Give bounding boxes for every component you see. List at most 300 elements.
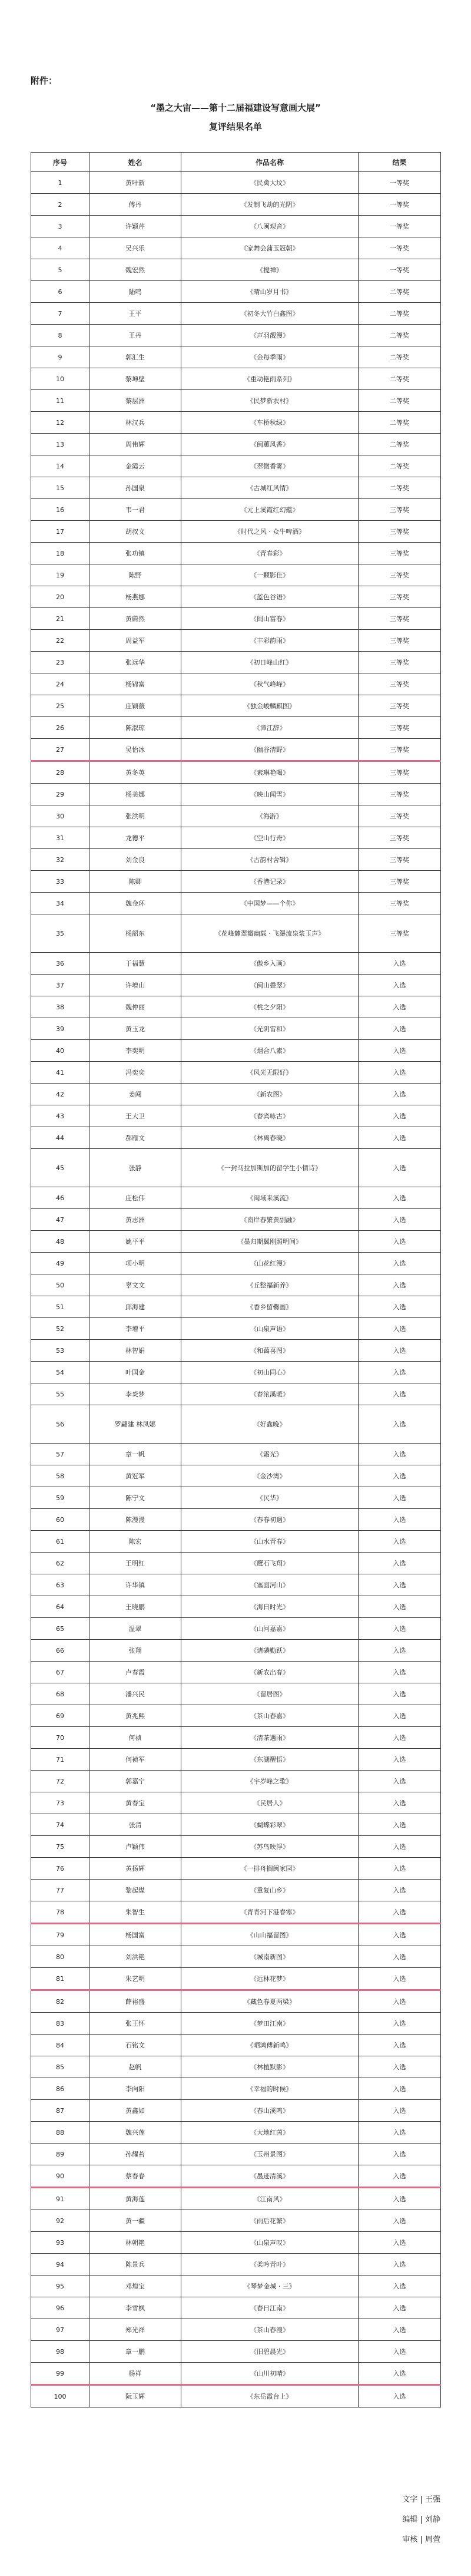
cell-work: 《重动艳雨系列》 xyxy=(181,368,359,390)
cell-name: 项小明 xyxy=(89,1253,181,1274)
cell-work: 《幸福的时候》 xyxy=(181,2078,359,2100)
cell-no: 25 xyxy=(31,695,89,717)
table-row xyxy=(31,1149,441,1187)
cell-result: 三等奖 xyxy=(359,499,441,521)
cell-no: 65 xyxy=(31,1618,89,1640)
table-row xyxy=(31,216,441,237)
cell-result: 三等奖 xyxy=(359,805,441,827)
attachment-label: 附件： xyxy=(31,75,58,86)
cell-result: 入选 xyxy=(359,1553,441,1574)
cell-result: 入选 xyxy=(359,1705,441,1727)
cell-no: 46 xyxy=(31,1187,89,1209)
cell-no: 56 xyxy=(31,1405,89,1444)
cell-work: 《声羽靓漫》 xyxy=(181,325,359,346)
cell-result: 三等奖 xyxy=(359,871,441,893)
cell-name: 石铭文 xyxy=(89,2035,181,2056)
cell-name: 李雪枫 xyxy=(89,2297,181,2319)
cell-work: 《重复山乡》 xyxy=(181,1880,359,1901)
cell-result: 入选 xyxy=(359,1662,441,1683)
cell-result: 入选 xyxy=(359,1596,441,1618)
cell-name: 冯奕奕 xyxy=(89,1062,181,1084)
cell-work: 《一颗影佳》 xyxy=(181,564,359,586)
table-row xyxy=(31,1340,441,1362)
table-row xyxy=(31,1858,441,1880)
cell-work: 《鹰石飞翔》 xyxy=(181,1553,359,1574)
credit-text: 文字 | 王强 xyxy=(402,2495,440,2504)
table-row xyxy=(31,784,441,805)
cell-work: 《搅禅》 xyxy=(181,259,359,281)
cell-no: 69 xyxy=(31,1705,89,1727)
table-row xyxy=(31,1253,441,1274)
cell-no: 8 xyxy=(31,325,89,346)
cell-no: 54 xyxy=(31,1362,89,1383)
cell-work: 《宇岁峰之歌》 xyxy=(181,1771,359,1792)
results-table xyxy=(31,152,441,2407)
cell-work: 《初冬大竹白鑫图》 xyxy=(181,303,359,325)
table-row xyxy=(31,1531,441,1553)
table-row xyxy=(31,1901,441,1924)
cell-result: 入选 xyxy=(359,1640,441,1662)
table-header-row xyxy=(31,153,441,172)
cell-result: 入选 xyxy=(359,1858,441,1880)
table-body xyxy=(31,172,441,2407)
cell-work: 《雨后花繁》 xyxy=(181,2210,359,2232)
table-row xyxy=(31,1574,441,1596)
cell-no: 57 xyxy=(31,1444,89,1465)
table-row xyxy=(31,2056,441,2078)
table-row xyxy=(31,1127,441,1149)
cell-work: 《初山同心》 xyxy=(181,1362,359,1383)
cell-result: 二等奖 xyxy=(359,303,441,325)
cell-work: 《藏色春夏两梁》 xyxy=(181,1990,359,2013)
cell-name: 陈漫漫 xyxy=(89,1509,181,1531)
cell-result: 入选 xyxy=(359,2013,441,2035)
cell-name: 姜闯 xyxy=(89,1084,181,1105)
cell-work: 《东岳霞台上》 xyxy=(181,2385,359,2407)
cell-result: 入选 xyxy=(359,1084,441,1105)
credit-review: 审核 | 周萱 xyxy=(402,2535,440,2544)
cell-name: 龙德平 xyxy=(89,827,181,849)
cell-no: 62 xyxy=(31,1553,89,1574)
cell-no: 33 xyxy=(31,871,89,893)
cell-result: 入选 xyxy=(359,2035,441,2056)
cell-work: 《桃之夕阳》 xyxy=(181,996,359,1018)
cell-work: 《春日江南》 xyxy=(181,2297,359,2319)
cell-work: 《元上溪霞红幻蕴》 xyxy=(181,499,359,521)
cell-work: 《春浓溪暖》 xyxy=(181,1383,359,1405)
cell-work: 《时代之风 · 众牛啤酒》 xyxy=(181,521,359,543)
cell-name: 姚平平 xyxy=(89,1231,181,1253)
cell-work: 《车桥秋绿》 xyxy=(181,412,359,434)
cell-work: 《烟合八素》 xyxy=(181,1040,359,1062)
table-row xyxy=(31,2319,441,2341)
cell-name: 卢颖伟 xyxy=(89,1836,181,1858)
cell-result: 入选 xyxy=(359,2297,441,2319)
cell-work: 《漳江辞》 xyxy=(181,717,359,739)
cell-result: 入选 xyxy=(359,1880,441,1901)
cell-no: 61 xyxy=(31,1531,89,1553)
table-row xyxy=(31,194,441,216)
cell-result: 入选 xyxy=(359,1127,441,1149)
cell-work: 《春宾咏古》 xyxy=(181,1105,359,1127)
cell-result: 三等奖 xyxy=(359,564,441,586)
cell-result: 入选 xyxy=(359,1209,441,1231)
cell-name: 杨祥 xyxy=(89,2363,181,2385)
table-row xyxy=(31,1990,441,2013)
table-row xyxy=(31,237,441,259)
cell-no: 55 xyxy=(31,1383,89,1405)
cell-no: 97 xyxy=(31,2319,89,2341)
cell-work: 《民华》 xyxy=(181,1487,359,1509)
cell-name: 林智娟 xyxy=(89,1340,181,1362)
cell-no: 39 xyxy=(31,1018,89,1040)
cell-result: 入选 xyxy=(359,2276,441,2297)
cell-work: 《春山溪鸣》 xyxy=(181,2100,359,2122)
cell-no: 1 xyxy=(31,172,89,194)
table-row xyxy=(31,1814,441,1836)
cell-no: 66 xyxy=(31,1640,89,1662)
cell-name: 阮玉辉 xyxy=(89,2385,181,2407)
cell-work: 《墨归期翼刚照明间》 xyxy=(181,1231,359,1253)
cell-work: 《新农出春》 xyxy=(181,1662,359,1683)
cell-result: 入选 xyxy=(359,2341,441,2363)
table-row xyxy=(31,1792,441,1814)
cell-work: 《梦田江南》 xyxy=(181,2013,359,2035)
table-row xyxy=(31,1880,441,1901)
cell-work: 《山花红漫》 xyxy=(181,1253,359,1274)
cell-name: 杨韶东 xyxy=(89,914,181,953)
cell-work: 《家舞会蒲玉冠朝》 xyxy=(181,237,359,259)
table-row xyxy=(31,953,441,975)
cell-work: 《茶山春嘉》 xyxy=(181,1705,359,1727)
cell-result: 二等奖 xyxy=(359,325,441,346)
cell-no: 13 xyxy=(31,434,89,455)
table-row xyxy=(31,1318,441,1340)
cell-result: 入选 xyxy=(359,2078,441,2100)
cell-name: 庄颖薇 xyxy=(89,695,181,717)
cell-work: 《民梦新农村》 xyxy=(181,390,359,412)
table-row xyxy=(31,1362,441,1383)
table-row xyxy=(31,543,441,564)
cell-result: 入选 xyxy=(359,1574,441,1596)
table-row xyxy=(31,739,441,761)
table-row xyxy=(31,2188,441,2210)
cell-no: 83 xyxy=(31,2013,89,2035)
cell-result: 入选 xyxy=(359,1487,441,1509)
cell-result: 入选 xyxy=(359,1274,441,1296)
cell-no: 98 xyxy=(31,2341,89,2363)
cell-result: 入选 xyxy=(359,975,441,996)
cell-name: 张功镇 xyxy=(89,543,181,564)
cell-result: 入选 xyxy=(359,1318,441,1340)
cell-result: 入选 xyxy=(359,1968,441,1990)
cell-result: 入选 xyxy=(359,1990,441,2013)
cell-result: 入选 xyxy=(359,1296,441,1318)
cell-name: 杨锦富 xyxy=(89,673,181,695)
cell-work: 《光阴雷和》 xyxy=(181,1018,359,1040)
table-row xyxy=(31,1209,441,1231)
cell-no: 44 xyxy=(31,1127,89,1149)
cell-work: 《城南新图》 xyxy=(181,1946,359,1968)
table-row xyxy=(31,893,441,914)
cell-result: 入选 xyxy=(359,2165,441,2188)
cell-no: 74 xyxy=(31,1814,89,1836)
cell-no: 59 xyxy=(31,1487,89,1509)
table-row xyxy=(31,455,441,477)
cell-name: 章一鹏 xyxy=(89,2341,181,2363)
cell-work: 《中国梦——个你》 xyxy=(181,893,359,914)
cell-work: 《江南风》 xyxy=(181,2188,359,2210)
cell-work: 《苏鸟映浮》 xyxy=(181,1836,359,1858)
cell-name: 金霞云 xyxy=(89,455,181,477)
table-row xyxy=(31,2035,441,2056)
cell-no: 53 xyxy=(31,1340,89,1362)
cell-name: 薛裕盛 xyxy=(89,1990,181,2013)
cell-name: 李增平 xyxy=(89,1318,181,1340)
table-row xyxy=(31,521,441,543)
cell-no: 76 xyxy=(31,1858,89,1880)
cell-no: 30 xyxy=(31,805,89,827)
cell-name: 温翠 xyxy=(89,1618,181,1640)
cell-result: 入选 xyxy=(359,1362,441,1383)
cell-no: 7 xyxy=(31,303,89,325)
cell-name: 陈野 xyxy=(89,564,181,586)
table-row xyxy=(31,2385,441,2407)
cell-no: 22 xyxy=(31,630,89,652)
cell-name: 卢春霞 xyxy=(89,1662,181,1683)
cell-work: 《诸磷勤跃》 xyxy=(181,1640,359,1662)
cell-name: 罗翩建 林凤娜 xyxy=(89,1405,181,1444)
cell-name: 林汉兵 xyxy=(89,412,181,434)
table-row xyxy=(31,1749,441,1771)
cell-work: 《大地红茵》 xyxy=(181,2122,359,2144)
table-row xyxy=(31,1946,441,1968)
cell-work: 《蓝色谷语》 xyxy=(181,586,359,608)
cell-no: 51 xyxy=(31,1296,89,1318)
table-row xyxy=(31,1683,441,1705)
cell-no: 31 xyxy=(31,827,89,849)
cell-name: 叶国金 xyxy=(89,1362,181,1383)
table-row xyxy=(31,564,441,586)
table-row xyxy=(31,2297,441,2319)
table-row xyxy=(31,1487,441,1509)
cell-name: 黄扬辉 xyxy=(89,1858,181,1880)
cell-no: 35 xyxy=(31,914,89,953)
cell-result: 三等奖 xyxy=(359,849,441,871)
cell-result: 入选 xyxy=(359,1771,441,1792)
cell-result: 一等奖 xyxy=(359,194,441,216)
cell-no: 12 xyxy=(31,412,89,434)
cell-name: 黄叶新 xyxy=(89,172,181,194)
cell-name: 陈宏 xyxy=(89,1531,181,1553)
cell-no: 36 xyxy=(31,953,89,975)
cell-no: 99 xyxy=(31,2363,89,2385)
cell-work: 《山川初晴》 xyxy=(181,2363,359,2385)
cell-work: 《青青河下港春寒》 xyxy=(181,1901,359,1924)
document-title: “墨之大宙——第十二届福建设写意画大展” xyxy=(150,103,321,113)
cell-no: 78 xyxy=(31,1901,89,1924)
table-row xyxy=(31,2232,441,2254)
cell-name: 黎层洲 xyxy=(89,390,181,412)
cell-no: 5 xyxy=(31,259,89,281)
cell-result: 一等奖 xyxy=(359,172,441,194)
table-row xyxy=(31,2100,441,2122)
cell-result: 入选 xyxy=(359,1901,441,1924)
table-row xyxy=(31,2013,441,2035)
table-row xyxy=(31,2144,441,2165)
cell-work: 《和蔼喜图》 xyxy=(181,1340,359,1362)
cell-name: 孙国泉 xyxy=(89,477,181,499)
header-work: 作品名称 xyxy=(181,153,359,172)
cell-result: 二等奖 xyxy=(359,390,441,412)
cell-no: 92 xyxy=(31,2210,89,2232)
credits xyxy=(402,2490,440,2550)
cell-no: 79 xyxy=(31,1924,89,1946)
cell-result: 入选 xyxy=(359,1792,441,1814)
cell-work: 《海日时光》 xyxy=(181,1596,359,1618)
cell-work: 《风光无限好》 xyxy=(181,1062,359,1084)
cell-result: 入选 xyxy=(359,1018,441,1040)
cell-work: 《香港记录》 xyxy=(181,871,359,893)
cell-no: 23 xyxy=(31,652,89,673)
cell-result: 二等奖 xyxy=(359,346,441,368)
cell-name: 潘兴民 xyxy=(89,1683,181,1705)
cell-result: 入选 xyxy=(359,1465,441,1487)
cell-result: 入选 xyxy=(359,996,441,1018)
cell-no: 70 xyxy=(31,1727,89,1749)
cell-result: 入选 xyxy=(359,1509,441,1531)
cell-name: 朱智生 xyxy=(89,1901,181,1924)
cell-no: 42 xyxy=(31,1084,89,1105)
cell-result: 入选 xyxy=(359,1149,441,1187)
table-row xyxy=(31,975,441,996)
cell-name: 王晓鹏 xyxy=(89,1596,181,1618)
cell-work: 《旧碧晨光》 xyxy=(181,2341,359,2363)
cell-result: 三等奖 xyxy=(359,761,441,784)
table-row xyxy=(31,1383,441,1405)
cell-name: 张静 xyxy=(89,1149,181,1187)
table-row xyxy=(31,586,441,608)
table-row xyxy=(31,1405,441,1444)
cell-result: 入选 xyxy=(359,2056,441,2078)
cell-no: 16 xyxy=(31,499,89,521)
table-row xyxy=(31,346,441,368)
cell-no: 48 xyxy=(31,1231,89,1253)
cell-no: 26 xyxy=(31,717,89,739)
cell-result: 入选 xyxy=(359,2122,441,2144)
cell-no: 3 xyxy=(31,216,89,237)
cell-result: 二等奖 xyxy=(359,412,441,434)
table-row xyxy=(31,1727,441,1749)
table-row xyxy=(31,2210,441,2232)
cell-work: 《闽山叠翠》 xyxy=(181,975,359,996)
table-row xyxy=(31,827,441,849)
cell-result: 入选 xyxy=(359,953,441,975)
table-row xyxy=(31,652,441,673)
cell-work: 《傲乡入画》 xyxy=(181,953,359,975)
table-row xyxy=(31,1509,441,1531)
cell-no: 18 xyxy=(31,543,89,564)
cell-no: 20 xyxy=(31,586,89,608)
table-row xyxy=(31,1084,441,1105)
cell-no: 17 xyxy=(31,521,89,543)
cell-work: 《柔吟青叶》 xyxy=(181,2254,359,2276)
cell-name: 杨国富 xyxy=(89,1924,181,1946)
cell-work: 《秋气峰峰》 xyxy=(181,673,359,695)
table-row xyxy=(31,1105,441,1127)
cell-result: 三等奖 xyxy=(359,695,441,717)
cell-name: 陈景兵 xyxy=(89,2254,181,2276)
cell-work: 《山山福留图》 xyxy=(181,1924,359,1946)
cell-no: 49 xyxy=(31,1253,89,1274)
table-row xyxy=(31,1231,441,1253)
cell-name: 魏仲丽 xyxy=(89,996,181,1018)
cell-no: 84 xyxy=(31,2035,89,2056)
cell-work: 《塞面河山》 xyxy=(181,1574,359,1596)
table-row xyxy=(31,871,441,893)
table-row xyxy=(31,1062,441,1084)
cell-name: 庄松伟 xyxy=(89,1187,181,1209)
cell-work: 《金沙湾》 xyxy=(181,1465,359,1487)
cell-work: 《山泉声叹》 xyxy=(181,2232,359,2254)
cell-name: 吴兴乐 xyxy=(89,237,181,259)
cell-work: 《金每季雨》 xyxy=(181,346,359,368)
cell-name: 黄冠军 xyxy=(89,1465,181,1487)
cell-result: 三等奖 xyxy=(359,784,441,805)
cell-work: 《青春彩》 xyxy=(181,543,359,564)
cell-name: 郭嘉宁 xyxy=(89,1771,181,1792)
cell-work: 《茶山春漫》 xyxy=(181,2319,359,2341)
cell-work: 《丰彩韵雨》 xyxy=(181,630,359,652)
cell-no: 94 xyxy=(31,2254,89,2276)
cell-no: 67 xyxy=(31,1662,89,1683)
cell-name: 朱艺明 xyxy=(89,1968,181,1990)
table-row xyxy=(31,259,441,281)
table-row xyxy=(31,673,441,695)
cell-work: 《空山行舟》 xyxy=(181,827,359,849)
cell-name: 张远华 xyxy=(89,652,181,673)
cell-name: 黄海莲 xyxy=(89,2188,181,2210)
cell-work: 《山泉声语》 xyxy=(181,1318,359,1340)
cell-result: 入选 xyxy=(359,1683,441,1705)
cell-name: 王平 xyxy=(89,303,181,325)
cell-name: 李奕明 xyxy=(89,1040,181,1062)
cell-no: 87 xyxy=(31,2100,89,2122)
cell-result: 二等奖 xyxy=(359,281,441,303)
table-row xyxy=(31,849,441,871)
cell-name: 黄玉龙 xyxy=(89,1018,181,1040)
cell-result: 入选 xyxy=(359,1836,441,1858)
cell-result: 三等奖 xyxy=(359,586,441,608)
cell-no: 85 xyxy=(31,2056,89,2078)
cell-no: 81 xyxy=(31,1968,89,1990)
cell-work: 《独金峻麟麒图》 xyxy=(181,695,359,717)
cell-result: 三等奖 xyxy=(359,652,441,673)
cell-work: 《玉州景图》 xyxy=(181,2144,359,2165)
cell-no: 86 xyxy=(31,2078,89,2100)
cell-work: 《一封马拉加斯加的留学生小情诗》 xyxy=(181,1149,359,1187)
cell-work: 《新农图》 xyxy=(181,1084,359,1105)
table-row xyxy=(31,2078,441,2100)
cell-work: 《海游》 xyxy=(181,805,359,827)
cell-result: 入选 xyxy=(359,1040,441,1062)
cell-name: 胡叔文 xyxy=(89,521,181,543)
cell-result: 三等奖 xyxy=(359,893,441,914)
cell-name: 黄一疆 xyxy=(89,2210,181,2232)
cell-no: 4 xyxy=(31,237,89,259)
cell-result: 三等奖 xyxy=(359,717,441,739)
cell-work: 《墨迹清溪》 xyxy=(181,2165,359,2188)
